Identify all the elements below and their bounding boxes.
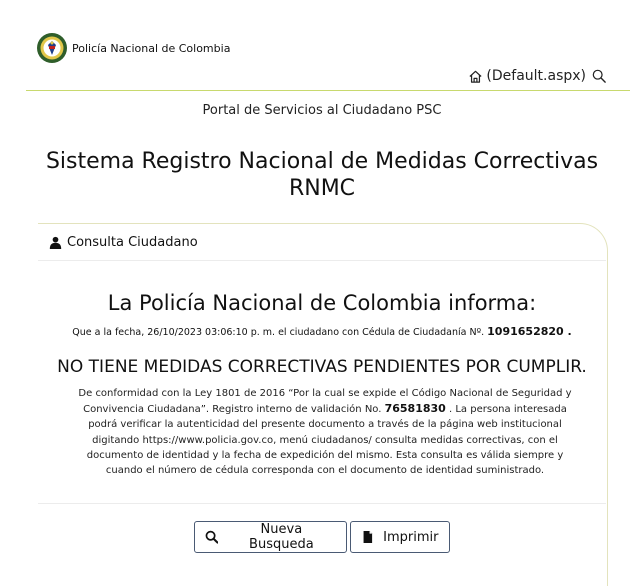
actions-divider — [38, 503, 606, 504]
card-heading — [49, 235, 198, 250]
home-icon[interactable] — [468, 69, 483, 84]
action-bar — [0, 521, 644, 553]
query-date-end: . — [563, 325, 572, 338]
print-label: Imprimir — [383, 529, 439, 545]
new-search-label: Nueva Busqueda — [249, 522, 314, 552]
police-seal-logo — [36, 32, 68, 64]
new-search-button[interactable] — [194, 521, 347, 553]
brand[interactable] — [36, 32, 230, 64]
result-status: NO TIENE MEDIDAS CORRECTIVAS PENDIENTES POR CUMPLIR. — [57, 357, 587, 377]
cedula-number: 1091652820 — [487, 325, 564, 338]
page-title — [0, 148, 644, 202]
validation-number: 76581830 — [384, 402, 446, 416]
result-heading: La Policía Nacional de Colombia informa: — [107, 291, 537, 315]
header-divider — [26, 90, 630, 91]
search-icon[interactable] — [592, 69, 606, 83]
home-link[interactable]: (Default.aspx) — [486, 68, 586, 84]
page-title-line-1: Sistema Registro Nacional de Medidas Correctivas — [45, 149, 599, 174]
query-date-line — [0, 325, 644, 338]
page-title-line-2: RNMC — [288, 176, 356, 201]
search-icon — [205, 530, 219, 544]
legal-text-1: De conformidad con la Ley 1801 de 2016 “Por la cual se expide el Código Nacional de Seguridad y Convivencia Ciudadana”. Registro interno de validación No. — [78, 388, 572, 416]
print-button[interactable] — [350, 521, 450, 553]
top-nav — [468, 68, 606, 84]
card-heading-label: Consulta Ciudadano — [67, 235, 198, 250]
query-date-text: Que a la fecha, 26/10/2023 03:06:10 p. m. el ciudadano con Cédula de Ciudadanía Nº. — [72, 327, 488, 338]
portal-subtitle: Portal de Servicios al Ciudadano PSC — [202, 103, 442, 118]
legal-notice — [68, 386, 582, 478]
brand-name: Policía Nacional de Colombia — [72, 41, 231, 55]
user-icon — [49, 236, 62, 249]
card-heading-divider — [38, 260, 606, 261]
document-icon — [361, 530, 375, 544]
legal-text-2: . La persona interesada podrá verificar la autenticidad del presente documento a través de la página web institucional digitando https://www.policia.gov.co, menú ciudadanos/ consulta medidas correctivas, con el documento de identidad y la fecha de expedición del mismo. Esta consulta es válida siempre y cuando el número de cédula corresponda con el documento de identidad suministrado. — [86, 404, 567, 477]
